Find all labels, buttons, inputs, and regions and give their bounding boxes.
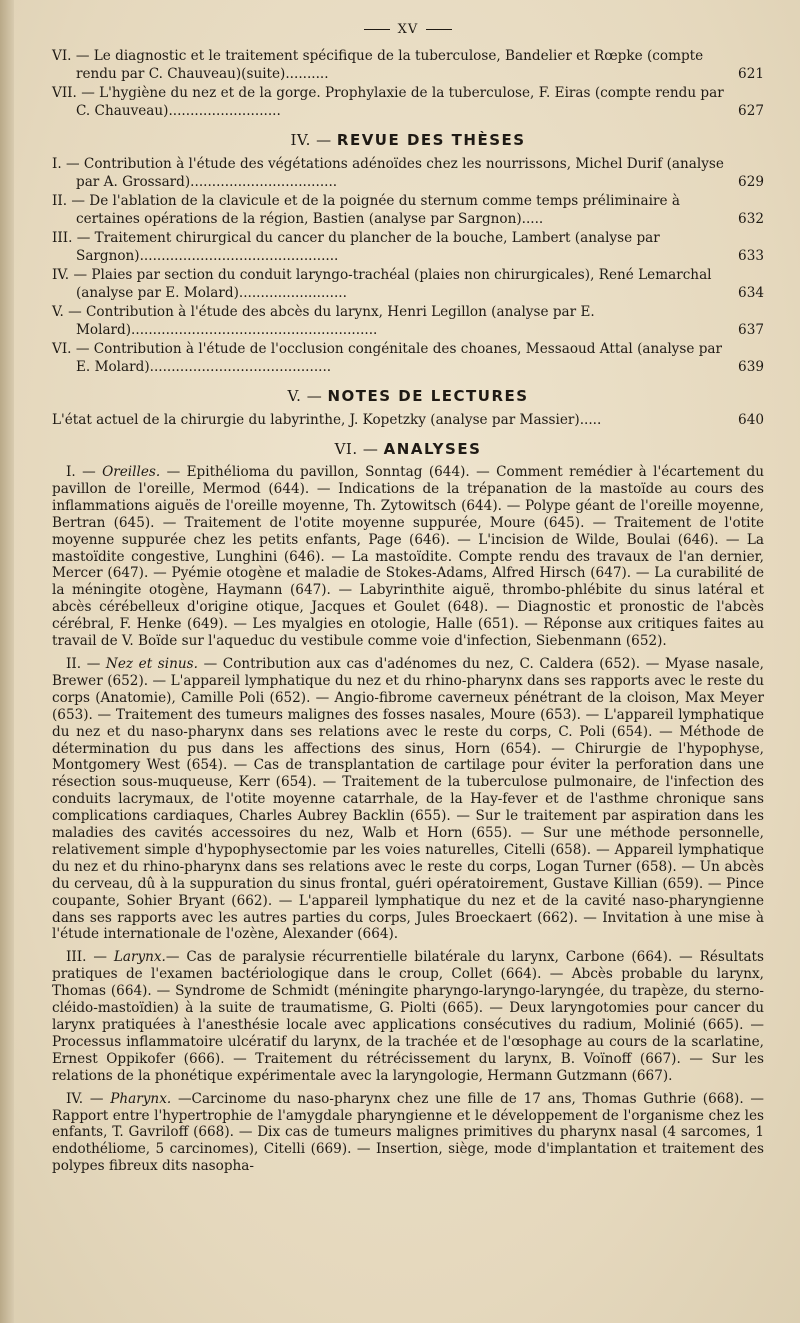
paragraph-title: Pharynx. [110, 1090, 172, 1107]
toc-entry [52, 229, 764, 265]
toc-entry [52, 155, 764, 191]
toc-entry [52, 84, 764, 120]
section-heading-analyses [52, 440, 764, 458]
paragraph-number: I. — [66, 464, 103, 480]
paragraph-title: Nez et sinus. [105, 655, 198, 672]
paragraph-body: —Carcinome du naso-pharynx chez une fille de 17 ans, Thomas Guthrie (668). — Rapport entre l'hypertrophie de l'amygdale pharyngienne et le développement de l'organisme chez les enfants, T. Gavriloff (668). — Dix cas de tumeurs malignes primitives du pharynx nasal (4 sarcomes, 1 endothéliome, 5 carcinomes), Citelli (669). — Insertion, siège, mode d'implantation et traitement des polypes fibreux dits nasopha- [52, 1090, 765, 1175]
paragraph-number: III. — [66, 949, 114, 966]
toc-entry-text: VII. — L'hygiène du nez et de la gorge. Prophylaxie de la tuberculose, F. Eiras (compte rendu par C. Chauveau).......................... [52, 85, 724, 119]
section-heading-theses [52, 131, 764, 149]
toc-entry-page: 640 [738, 412, 764, 428]
paragraph-body: — Cas de paralysie récurrentielle bilatérale du larynx, Carbone (664). — Résultats pratiques de l'examen bactériologique dans le croup, Collet (664). — Abcès probable du larynx, Thomas (664). — Syndrome de Schmidt (méningite pharyngo-laryngo-laryngée, du trapèze, du sterno-cléido-mastoïdien) à la suite de traumatisme, G. Piolti (665). — Deux laryngotomies pour cancer du larynx pratiquées à l'anesthésie locale avec applications consécutives du radium, Molinié (665). — Processus inflammatoire ulcératif du larynx, de la trachée et de l'œsophage au cours de la scarlatine, Ernest Oppikofer (666). — Traitement du rétrécissement du larynx, B. Voïnoff (667). — Sur les relations de la phonétique expérimentale avec la laryngologie, Hermann Gutzmann (667). [52, 949, 764, 1084]
analyses-paragraph-pharynx [52, 1091, 764, 1176]
toc-entry-page: 633 [738, 248, 764, 264]
section-title: NOTES DE LECTURES [327, 387, 529, 405]
toc-entry-page: 627 [738, 103, 764, 119]
toc-top [52, 47, 764, 120]
paragraph-number: II. — [66, 655, 106, 672]
toc-entry-text: II. — De l'ablation de la clavicule et de la poignée du sternum comme temps préliminaire à certaines opérations de la région, Bastien (analyse par Sargnon)..... [52, 193, 680, 227]
paragraph-body: — Epithélioma du pavillon, Sonntag (644). — Comment remédier à l'écartement du pavillon de l'oreille, Mermod (644). — Indications de la trépanation de la mastoïde au cours des inflammations aiguës de l'oreille moyenne, Th. Zytowitsch (644). — Polype géant de l'oreille moyenne, Bertran (645). — Traitement de l'otite moyenne suppurée, Moure (645). — Traitement de l'otite moyenne suppurée chez les petits enfants, Page (646). — L'incision de Wilde, Boulai (646). — La mastoïdite congestive, Lunghini (646). — La mastoïdite. Compte rendu des travaux de l'an dernier, Mercer (647). — Pyémie otogène et maladie de Stokes-Adams, Alfred Hirsch (647). — La curabilité de la méningite otogène, Haymann (647). — Labyrinthite aiguë, thrombo-phlébite du sinus latéral et abcès cérébelleux d'origine otique, Jacques et Goulet (648). — Diagnostic et pronostic de l'abcès cérébral, F. Henke (649). — Les myalgies en otologie, Halle (651). — Réponse aux critiques faites au travail de V. Boïde sur l'aqueduc du vestibule comme voie d'infection, Siebenmann (652). [52, 464, 765, 650]
section-number: IV. — [290, 131, 332, 149]
analyses-paragraph-oreilles [52, 464, 764, 650]
page-number [52, 22, 764, 37]
toc-entry-text: V. — Contribution à l'étude des abcès du larynx, Henri Legillon (analyse par E. Molard)......................................................... [52, 304, 595, 338]
toc-entry-text: VI. — Le diagnostic et le traitement spécifique de la tuberculose, Bandelier et Rœpke (compte rendu par C. Chauveau)(suite).......... [52, 48, 704, 82]
toc-entry-page: 634 [738, 285, 764, 301]
section-heading-notes [52, 387, 764, 405]
page-binding-edge [0, 0, 14, 1323]
section-number: VI. — [334, 440, 379, 458]
toc-entry [52, 340, 764, 376]
toc-entry-page: 632 [738, 211, 764, 227]
toc-entry [52, 266, 764, 302]
toc-entry-text: IV. — Plaies par section du conduit laryngo-trachéal (plaies non chirurgicales), René Lemarchal (analyse par E. Molard)......................... [52, 267, 712, 301]
paragraph-title: Oreilles. [102, 464, 161, 480]
toc-entry-text: I. — Contribution à l'étude des végétations adénoïdes chez les nourrissons, Michel Durif (analyse par A. Grossard).................................. [52, 156, 724, 190]
toc-entry-text: III. — Traitement chirurgical du cancer du plancher de la bouche, Lambert (analyse par Sargnon).............................................. [52, 230, 660, 264]
analyses-paragraph-nez [52, 656, 764, 943]
page-number-text: XV [397, 22, 419, 37]
toc-entry [52, 303, 764, 339]
toc-entry-page: 639 [738, 359, 764, 375]
section-number: V. — [287, 387, 323, 405]
analyses-paragraph-larynx [52, 949, 764, 1084]
toc-entry-text: VI. — Contribution à l'étude de l'occlusion congénitale des choanes, Messaoud Attal (analyse par E. Molard).......................................... [52, 341, 723, 375]
section-title: ANALYSES [383, 440, 482, 458]
toc-entry [52, 47, 764, 83]
section-title: REVUE DES THÈSES [336, 131, 526, 149]
toc-entry-page: 629 [738, 174, 764, 190]
paragraph-number: IV. — [66, 1090, 111, 1107]
toc-entry-page: 621 [738, 66, 764, 82]
paragraph-body: — Contribution aux cas d'adénomes du nez, C. Caldera (652). — Myase nasale, Brewer (652). — L'appareil lymphatique du nez et du rhino-pharynx dans ses rapports avec le reste du corps (Anatomie), Camille Poli (652). — Angio-fibrome caverneux pénétrant de la cloison, Max Meyer (653). — Traitement des tumeurs malignes des fosses nasales, Moure (653). — L'appareil lymphatique du nez et du naso-pharynx dans ses relations avec le reste du corps, C. Poli (654). — Méthode de détermination du pus dans les affections des sinus, Horn (654). — Chirurgie de l'hypophyse, Montgomery West (654). — Cas de transplantation de cartilage pour éviter la perforation dans une résection sous-muqueuse, Kerr (654). — Traitement de la tuberculose pulmonaire, de l'infection des conduits lacrymaux, de l'otite moyenne catarrhale, de la Hay-fever et de l'asthme chronique sans complications cardiaques, Charles Aubrey Backlin (655). — Sur le traitement par aspiration dans les maladies des cavités accessoires du nez, Walb et Horn (655). — Sur une méthode personnelle, relativement simple d'hypophysectomie par les voies naturelles, Citelli (658). — Appareil lymphatique du nez et du rhino-pharynx dans ses relations avec le reste du corps, Logan Turner (658). — Un abcès du cerveau, dû à la suppuration du sinus frontal, guéri opératoirement, Gustave Killian (659). — Pince coupante, Sohier Bryant (662). — L'appareil lymphatique du nez et de la cavité naso-pharyngienne dans ses rapports avec les autres parties du corps, Jules Broeckaert (662). — Invitation à une mise à l'étude internationale de l'ozène, Alexander (664). [52, 655, 764, 943]
toc-entry-text: L'état actuel de la chirurgie du labyrinthe, J. Kopetzky (analyse par Massier)..... [52, 412, 602, 428]
toc-entry [52, 192, 764, 228]
paragraph-title: Larynx. [113, 949, 166, 966]
notes-entry [52, 411, 764, 429]
toc-theses [52, 155, 764, 376]
toc-entry-page: 637 [738, 322, 764, 338]
